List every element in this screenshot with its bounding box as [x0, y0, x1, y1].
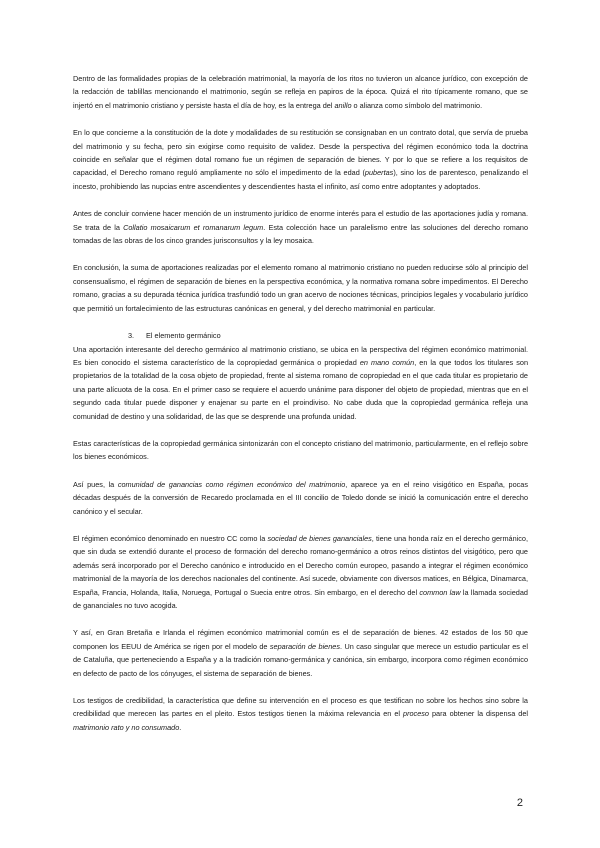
paragraph [73, 343, 528, 423]
italic-text: sociedad de bienes gananciales [267, 533, 372, 543]
text-run: En conclusión, la suma de aportaciones realizadas por el elemento romano al matrimonio cristiano no pueden reducirse sólo al principio del consensualismo, el régimen de separación de bienes en la perspectiva económica, y la normativa romana sobre impedimentos. El Derecho romano, gracias a su depurada técnica jurídica trasfundió todo un gran acervo de nociones técnicas, principios legales y vocabulario jurídico que permitió un fortalecimiento de las estructuras canónicas en general, y del derecho matrimonial en particular. [73, 263, 528, 313]
section-heading [73, 329, 528, 342]
text-run: para obtener la dispensa del [428, 709, 528, 719]
paragraph [73, 207, 528, 247]
italic-text: en mano común [359, 357, 415, 367]
italic-text: Collatio mosaicarum et romanarum legum [123, 222, 264, 232]
italic-text: common law [419, 587, 461, 597]
text-run: Una aportación interesante del derecho germánico al matrimonio cristiano, se ubica en la perspectiva del régimen económico matrimonial. Es bien conocido el sistema característico de la copropiedad germánica o propiedad [73, 344, 528, 367]
text-run: , en la que todos los titulares son propietarios de la totalidad de la cosa objeto de propiedad, frente al sistema romano de copropiedad en el que cada titular es propietario de una parte alícuota de la cosa. En el primer caso se requiere el acuerdo unánime para disponer del objeto de propiedad, mientras que en el segundo cada titular puede disponer y enajenar su parte en el proindiviso. No cabe duda que la copropiedad germánica refleja una comunidad de destino y una solidaridad, de las que se desprende una profunda unidad. [73, 357, 529, 421]
section-number: 3. [128, 331, 135, 341]
paragraph [73, 261, 528, 315]
section-title: El elemento germánico [146, 331, 221, 341]
paragraph [73, 126, 528, 193]
text-run: Y así, en Gran Bretaña e Irlanda el régimen económico matrimonial común es el de separación de bienes. 42 estados de los 50 que componen los EEUU de América se rigen por el modelo de [73, 628, 528, 651]
text-run: En lo que concierne a la constitución de la dote y modalidades de su restitución se consignaban en un contrato dotal, que servía de prueba del matrimonio y su fecha, pero sin exigirse como requisito de validez. Desde la perspectiva del régimen económico toda la doctrina coincide en señalar que el régimen dotal romano fue un régimen de separación de bienes. Y por lo que se refiere a los requisitos de capacidad, el Derecho romano reguló ampliamente no sólo el impedimento de la edad ( [73, 128, 528, 178]
paragraph [73, 478, 528, 518]
text-run: , aparece ya en el reino visigótico en España, pocas décadas después de la conversión de Recaredo proclamada en el III concilio de Toledo donde se inició la comunicación entre el derecho canónico y el secular. [73, 479, 528, 516]
page-number: 2 [516, 797, 523, 809]
paragraph-group-roman [73, 72, 528, 315]
paragraph-group-germanic [73, 343, 528, 735]
italic-text: matrimonio rato y no consumado [73, 722, 180, 732]
italic-text: comunidad de ganancias como régimen económico del matrimonio [117, 479, 346, 489]
text-run: Así pues, la [73, 479, 118, 489]
text-run: la llamada sociedad de gananciales no tuvo acogida. [73, 587, 528, 610]
paragraph [73, 72, 528, 112]
italic-text: pubertas [364, 168, 394, 178]
document-body [73, 72, 528, 748]
text-run: Estas características de la copropiedad germánica sintonizarán con el concepto cristiano del matrimonio, particularmente, en el reflejo sobre los bienes económicos. [73, 438, 528, 462]
text-run: . [179, 722, 182, 732]
paragraph [73, 694, 528, 734]
italic-text: separación de bienes [269, 641, 341, 651]
text-run: Los testigos de credibilidad, la característica que define su intervención en el proceso es que testifican no sobre los hechos sino sobre la credibilidad que merecen las partes en el pleito. Estos testigos tienen la máxima relevancia en el [73, 696, 528, 719]
text-run: ), sino los de parentesco, penalizando el incesto, prohibiendo las nupcias entre ascendientes y descendientes hasta el infinito, así como entre adoptantes y adoptados. [73, 168, 529, 191]
paragraph [73, 532, 528, 612]
text-run: , tiene una honda raíz en el derecho germánico, que sin duda se extendió durante el proceso de formación del derecho romano-germánico a otros reinos distintos del visigótico, pero que además será incorporado por el Derecho canónico e introducido en el Derecho común europeo, pasando a integrar el régimen económico matrimonial de la mayoría de los derechos nacionales del continente. Así sucede, obviamente con diversos matices, en Bélgica, Dinamarca, España, Francia, Holanda, Italia, Noruega, Portugal o Suecia entre otros. Sin embargo, en el derecho del [73, 533, 528, 597]
italic-text: anillo [334, 100, 352, 110]
text-run: o alianza como símbolo del matrimonio. [351, 100, 483, 110]
paragraph [73, 626, 528, 680]
text-run: . Un caso singular que merece un estudio particular es el de Cataluña, que perteneciendo a España y a la tradición romano-germánica y canónica, sin embargo, incorpora como régimen económico en defecto de pacto de los cónyuges, el sistema de separación de bienes. [73, 641, 528, 678]
text-run: El régimen económico denominado en nuestro CC como la [73, 533, 268, 543]
text-run: Antes de concluir conviene hacer mención de un instrumento jurídico de enorme interés para el estudio de las aportaciones judía y romana. Se trata de la [73, 209, 528, 232]
text-run: Dentro de las formalidades propias de la celebración matrimonial, la mayoría de los ritos no tuvieron un alcance jurídico, con excepción de la redacción de tablillas mencionando el matrimonio, según se refleja en papiros de la época. Quizá el rito típicamente romano, que se injertó en el matrimonio cristiano y persiste hasta el día de hoy, es la entrega del [73, 74, 528, 110]
paragraph [73, 437, 528, 464]
italic-text: proceso [403, 709, 429, 719]
text-run: . Esta colección hace un paralelismo entre las soluciones del derecho romano tomadas de las obras de los cinco grandes jurisconsultos y la ley mosaica. [73, 222, 528, 246]
